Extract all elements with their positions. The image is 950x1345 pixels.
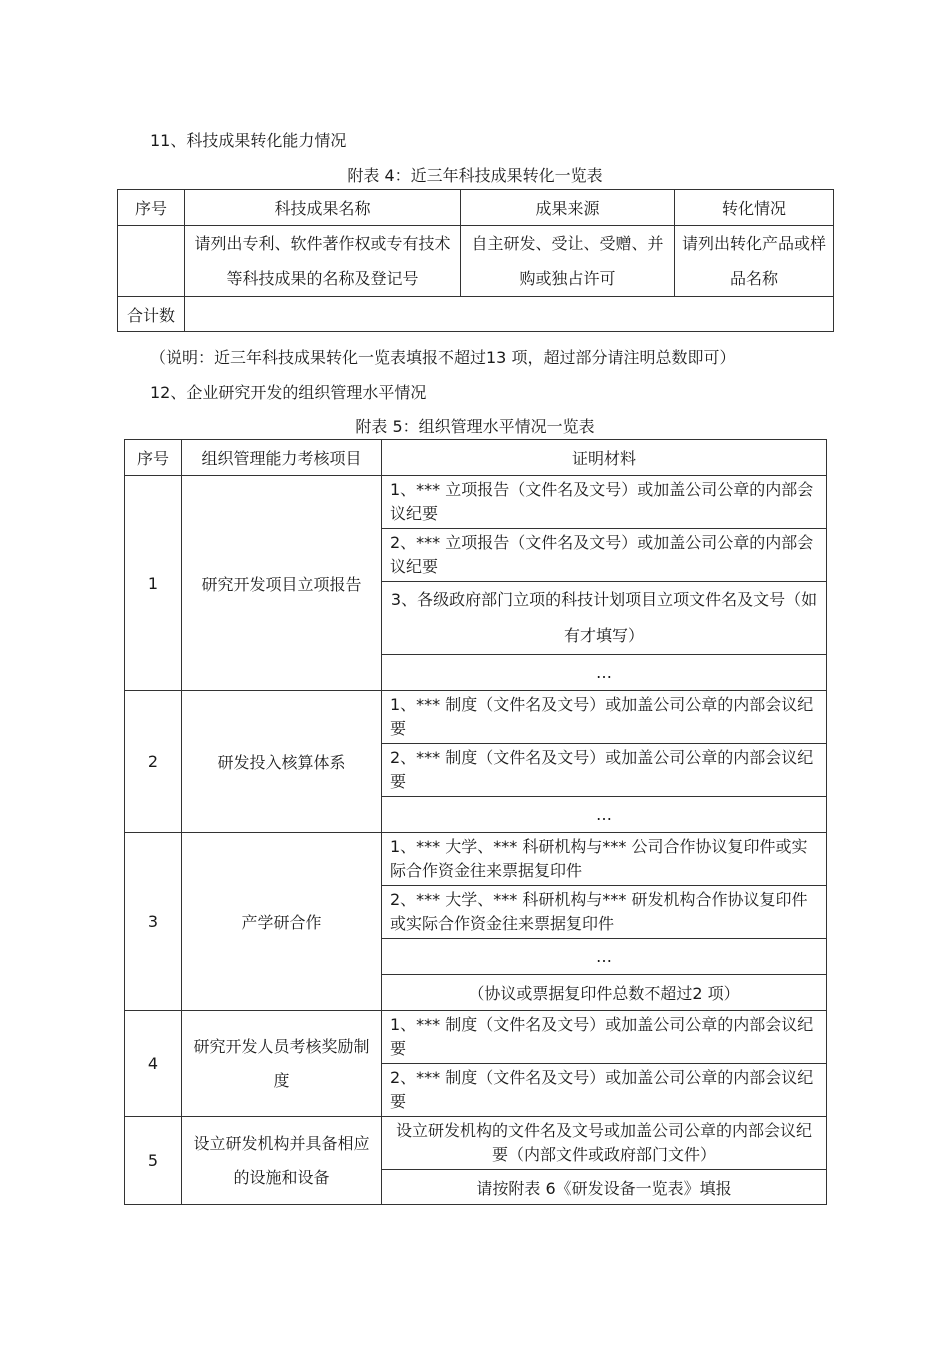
header-transfer-status: 转化情况: [675, 190, 834, 226]
group-index: 3: [125, 833, 182, 1011]
organization-management-table: [124, 439, 827, 1205]
table-5-caption: 附表 5：组织管理水平情况一览表: [355, 417, 595, 436]
assessment-item: 研究开发人员考核奖励制度: [182, 1011, 382, 1117]
evidence-ellipsis: …: [382, 655, 827, 691]
header-evidence: 证明材料: [382, 440, 827, 476]
tech-transfer-table: [117, 189, 834, 332]
evidence-item: 请按附表 6《研发设备一览表》填报: [382, 1170, 827, 1205]
table-4-caption: 附表 4：近三年科技成果转化一览表: [347, 166, 603, 185]
source-cell: 自主研发、受让、受赠、并购或独占许可: [461, 226, 675, 297]
header-index: 序号: [125, 440, 182, 476]
header-achievement-name: 科技成果名称: [185, 190, 461, 226]
assessment-item: 研究开发项目立项报告: [182, 476, 382, 691]
group-index: 5: [125, 1117, 182, 1205]
transfer-status-cell: 请列出转化产品或样品名称: [675, 226, 834, 297]
table-4-note: （说明：近三年科技成果转化一览表填报不超过13 项，超过部分请注明总数即可）: [150, 348, 736, 367]
group-index: 2: [125, 691, 182, 833]
evidence-note: （协议或票据复印件总数不超过2 项）: [382, 975, 827, 1011]
evidence-item: 2、*** 制度（文件名及文号）或加盖公司公章的内部会议纪要: [382, 744, 827, 797]
evidence-ellipsis: …: [382, 797, 827, 833]
total-label: 合计数: [118, 297, 185, 332]
header-assessment-item: 组织管理能力考核项目: [182, 440, 382, 476]
group-index: 4: [125, 1011, 182, 1117]
evidence-item: 1、*** 制度（文件名及文号）或加盖公司公章的内部会议纪要: [382, 691, 827, 744]
evidence-item: 1、*** 立项报告（文件名及文号）或加盖公司公章的内部会议纪要: [382, 476, 827, 529]
header-source: 成果来源: [461, 190, 675, 226]
assessment-item: 设立研发机构并具备相应的设施和设备: [182, 1117, 382, 1205]
assessment-item: 研发投入核算体系: [182, 691, 382, 833]
achievement-name-cell: 请列出专利、软件著作权或专有技术等科技成果的名称及登记号: [185, 226, 461, 297]
assessment-item: 产学研合作: [182, 833, 382, 1011]
evidence-item: 2、*** 制度（文件名及文号）或加盖公司公章的内部会议纪要: [382, 1064, 827, 1117]
row-index-cell: [118, 226, 185, 297]
evidence-item: 3、各级政府部门立项的科技计划项目立项文件名及文号（如有才填写）: [382, 582, 827, 655]
evidence-item: 1、*** 制度（文件名及文号）或加盖公司公章的内部会议纪要: [382, 1011, 827, 1064]
section-12-heading: 12、企业研究开发的组织管理水平情况: [150, 383, 427, 402]
evidence-item: 设立研发机构的文件名及文号或加盖公司公章的内部会议纪要（内部文件或政府部门文件）: [382, 1117, 827, 1170]
evidence-item: 2、*** 立项报告（文件名及文号）或加盖公司公章的内部会议纪要: [382, 529, 827, 582]
section-11-heading: 11、科技成果转化能力情况: [150, 131, 347, 150]
evidence-item: 1、*** 大学、*** 科研机构与*** 公司合作协议复印件或实际合作资金往来票据复印件: [382, 833, 827, 886]
group-index: 1: [125, 476, 182, 691]
evidence-ellipsis: …: [382, 939, 827, 975]
evidence-item: 2、*** 大学、*** 科研机构与*** 研发机构合作协议复印件或实际合作资金往来票据复印件: [382, 886, 827, 939]
total-value-cell: [185, 297, 834, 332]
header-index: 序号: [118, 190, 185, 226]
